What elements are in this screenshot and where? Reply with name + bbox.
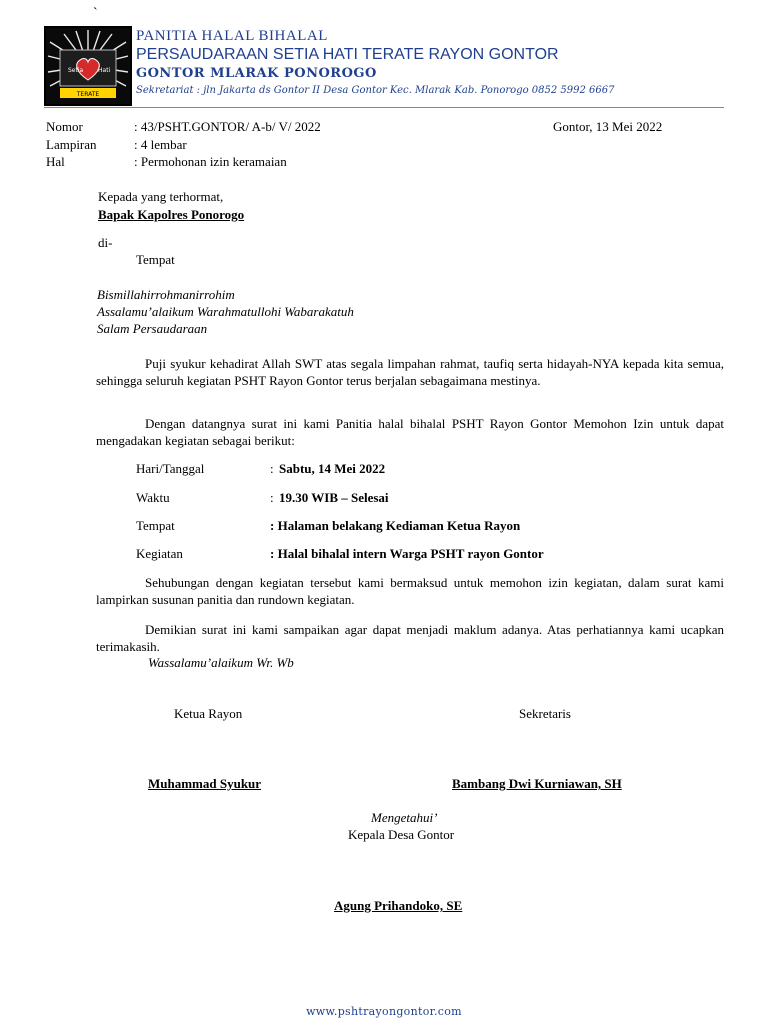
opening-salam: Assalamu’alaikum Warahmatullohi Wabarakatuh [97,304,354,319]
body-paragraph-1: Puji syukur kehadirat Allah SWT atas segala limpahan rahmat, taufiq serta hidayah-NYA kepada kita semua, sehingga seluruh kegiatan PSHT Rayon Gontor terus berjalan sebagaimana mestinya. [96,356,724,388]
letter-date: Gontor, 13 Mei 2022 [553,119,663,134]
recipient-name: Bapak Kapolres Ponorogo [98,207,245,222]
signature-name-secretary: Bambang Dwi Kurniawan, SH [452,776,622,791]
header-divider [44,107,724,108]
detail-value-time: 19.30 WIB – Selesai [279,490,389,505]
signature-name-chair: Muhammad Syukur [148,776,262,791]
signature-title-chair: Ketua Rayon [174,706,243,721]
hal-value: : Permohonan izin keramaian [134,154,287,169]
detail-label-time: Waktu [136,490,170,505]
org-name: PANITIA HALAL BIHALAL [136,28,328,44]
detail-value-activity: : Halal bihalal intern Warga PSHT rayon Gontor [270,546,544,561]
org-full-name: PERSAUDARAAN SETIA HATI TERATE RAYON GONTOR [136,46,559,63]
logo-text-terate: TERATE [76,91,100,98]
footer-website: www.pshtrayongontor.com [306,1005,462,1018]
stray-mark: ` [93,6,98,21]
village-head-title: Kepala Desa Gontor [348,827,455,842]
org-location: GONTOR MLARAK PONOROGO [136,66,377,81]
psht-logo [44,26,132,106]
detail-value-date: Sabtu, 14 Mei 2022 [279,461,386,476]
secretariat-address: Sekretariat : jln Jakarta ds Gontor II Desa Gontor Kec. Mlarak Kab. Ponorogo 0852 5992 6667 [136,85,615,96]
detail-colon-time: : [270,490,274,505]
recipient-greeting: Kepada yang terhormat, [98,189,224,204]
logo-text-hati: Hati [98,67,111,74]
hal-label: Hal [46,154,65,169]
detail-colon-date: : [270,461,274,476]
closing-salam: Wassalamu’alaikum Wr. Wb [148,655,294,670]
logo-text-setia: Setia [68,67,84,74]
body-paragraph-3: Sehubungan dengan kegiatan tersebut kami bermaksud untuk memohon izin kegiatan, dalam surat kami lampirkan susunan panitia dan rundown kegiatan. [96,575,724,607]
acknowledged-label: Mengetahui’ [371,810,438,825]
recipient-di: di- [98,235,113,250]
recipient-place: Tempat [136,252,175,267]
opening-basmalah: Bismillahirrohmanirrohim [97,287,235,302]
body-paragraph-4: Demikian surat ini kami sampaikan agar dapat menjadi maklum adanya. Atas perhatiannya kami ucapkan terimakasih. [96,622,724,654]
lampiran-label: Lampiran [46,137,97,152]
village-head-name: Agung Prihandoko, SE [334,898,463,913]
detail-label-place: Tempat [136,518,175,533]
signature-title-secretary: Sekretaris [519,706,571,721]
detail-value-place: : Halaman belakang Kediaman Ketua Rayon [270,518,521,533]
nomor-label: Nomor [46,119,83,134]
body-paragraph-2: Dengan datangnya surat ini kami Panitia halal bihalal PSHT Rayon Gontor Memohon Izin untuk dapat mengadakan kegiatan sebagai berikut: [96,416,724,448]
opening-salam-persaudaraan: Salam Persaudaraan [97,321,208,336]
lampiran-value: : 4 lembar [134,137,187,152]
nomor-value: : 43/PSHT.GONTOR/ A-b/ V/ 2022 [134,119,321,134]
detail-label-activity: Kegiatan [136,546,183,561]
detail-label-date: Hari/Tanggal [136,461,205,476]
psht-emblem-icon [46,28,130,104]
